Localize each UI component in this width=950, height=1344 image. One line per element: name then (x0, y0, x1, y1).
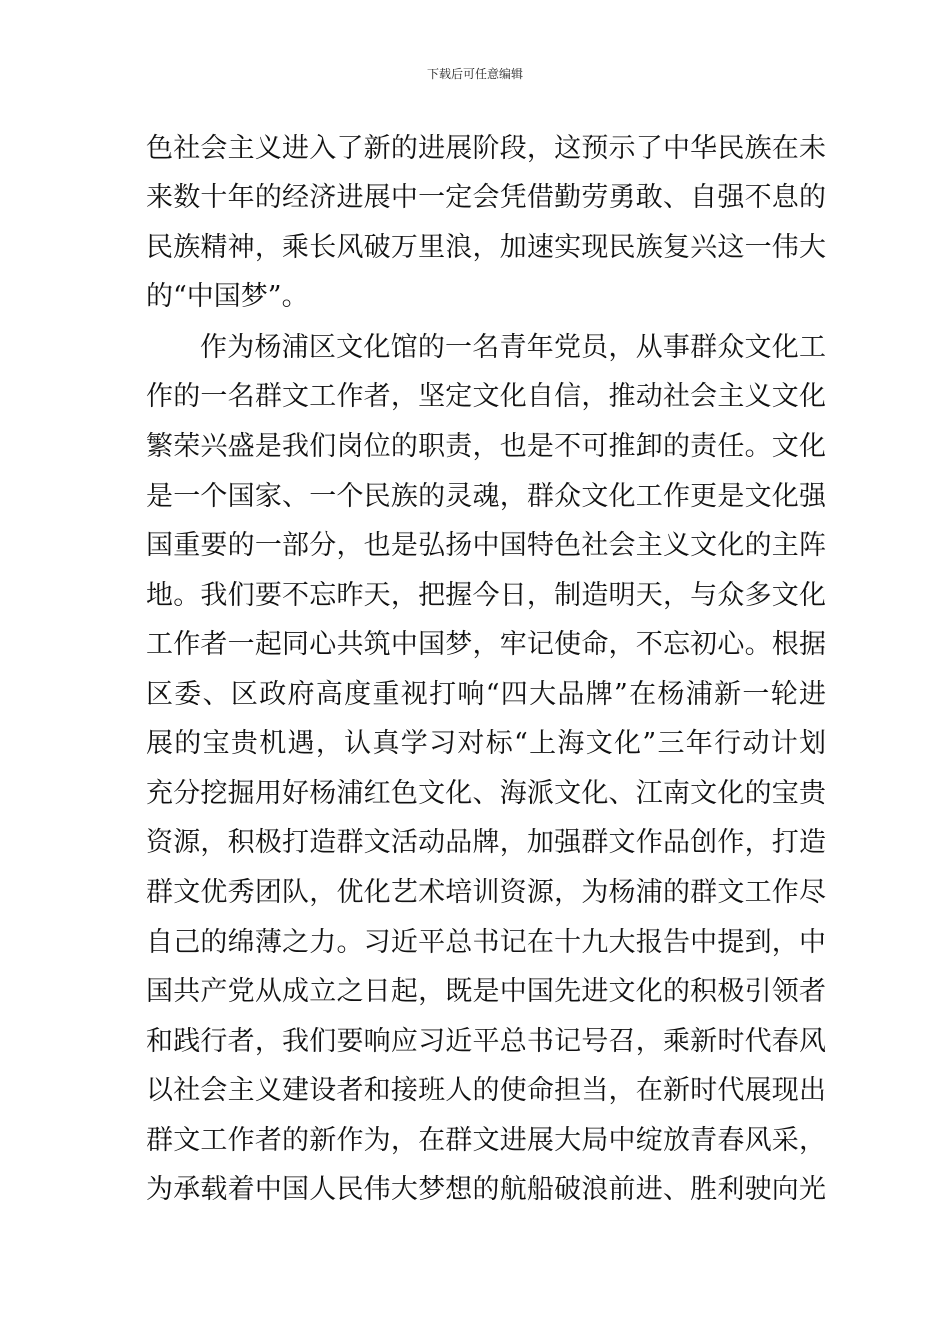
text-line: 工作者一起同心共筑中国梦，牢记使命，不忘初心。根据 (146, 629, 826, 660)
text-line: 展的宝贵机遇，认真学习对标“上海文化”三年行动计划 (146, 728, 826, 759)
text-line: 和践行者，我们要响应习近平总书记号召，乘新时代春风 (146, 1026, 826, 1057)
text-line: 作为杨浦区文化馆的一名青年党员，从事群众文化工 (200, 332, 826, 363)
page-header: 下载后可任意编辑 (426, 67, 523, 81)
text-line: 充分挖掘用好杨浦红色文化、海派文化、江南文化的宝贵 (146, 778, 826, 809)
text-line: 繁荣兴盛是我们岗位的职责，也是不可推卸的责任。文化 (146, 431, 826, 462)
text-line: 是一个国家、一个民族的灵魂，群众文化工作更是文化强 (146, 481, 826, 512)
text-line: 国共产党从成立之日起，既是中国先进文化的积极引领者 (146, 976, 826, 1007)
text-line: 作的一名群文工作者，坚定文化自信，推动社会主义文化 (146, 381, 826, 412)
text-line: 群文工作者的新作为，在群文进展大局中绽放青春风采， (146, 1125, 826, 1156)
text-line: 区委、区政府高度重视打响“四大品牌”在杨浦新一轮进 (146, 679, 826, 710)
text-line: 来数十年的经济进展中一定会凭借勤劳勇敢、自强不息的 (146, 182, 826, 213)
text-line: 民族精神，乘长风破万里浪，加速实现民族复兴这一伟大 (146, 232, 826, 263)
text-line: 国重要的一部分，也是弘扬中国特色社会主义文化的主阵 (146, 530, 826, 561)
text-line: 以社会主义建设者和接班人的使命担当，在新时代展现出 (146, 1075, 826, 1106)
text-line: 自己的绵薄之力。习近平总书记在十九大报告中提到，中 (146, 927, 826, 958)
text-line: 群文优秀团队，优化艺术培训资源，为杨浦的群文工作尽 (146, 877, 826, 908)
text-line: 为承载着中国人民伟大梦想的航船破浪前进、胜利驶向光 (146, 1174, 826, 1205)
text-line: 的“中国梦”。 (146, 281, 309, 312)
text-line: 资源，积极打造群文活动品牌，加强群文作品创作，打造 (146, 827, 826, 858)
text-line: 色社会主义进入了新的进展阶段，这预示了中华民族在未 (146, 133, 826, 164)
text-line: 地。我们要不忘昨天，把握今日，制造明天，与众多文化 (146, 580, 826, 611)
